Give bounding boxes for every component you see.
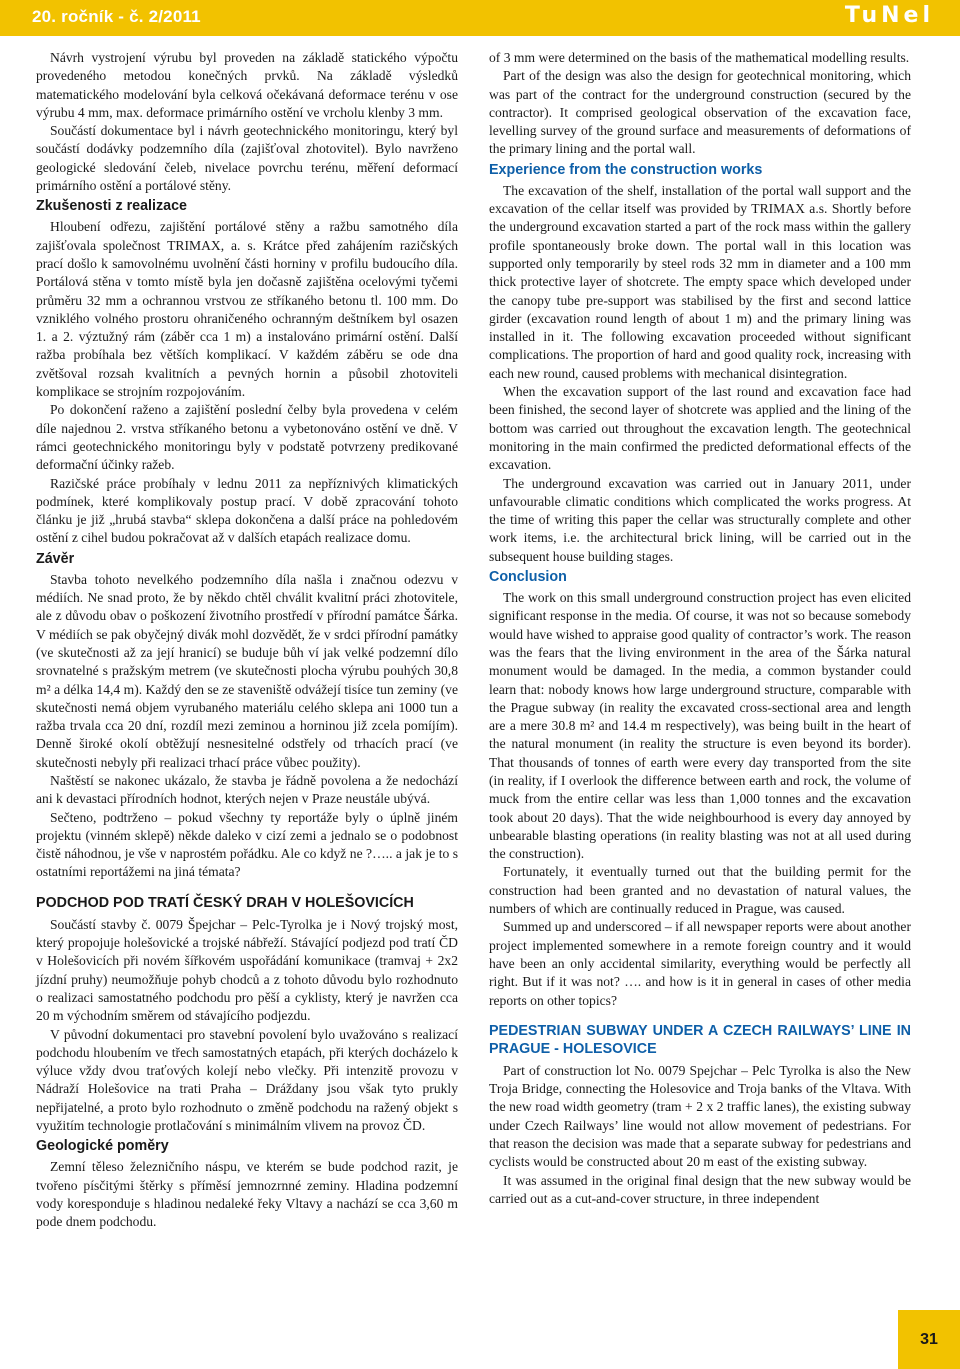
paragraph: When the excavation support of the last round and excavation face had been finished, the second layer of shotcrete was applied and the lining of the bottom was carried out throughout the excavation length. The geotechnical monitoring in the main confirmed the predicted deformational effects of the excavation. bbox=[489, 384, 911, 473]
paragraph: of 3 mm were determined on the basis of the mathematical modelling results. bbox=[489, 50, 910, 65]
paragraph: Po dokončení raženo a zajištění poslední čelby byla provedena v celém díle najednou 2. vrstva stříkaného betonu a vybetonováno ostění ve dně. V rámci geotechnického monitoringu byly v podstatě potvrzeny predikované deformační účinky ražeb. bbox=[36, 402, 458, 473]
paragraph: Naštěstí se nakonec ukázalo, že stavba je řádně povolena a že nedochází ani k devastaci přírodních hodnot, kterých nejen v Praze neustále ubývá. bbox=[36, 772, 458, 807]
section-heading: Zkušenosti z realizace bbox=[36, 198, 187, 215]
section-heading: Závěr bbox=[36, 550, 75, 567]
paragraph: Summed up and underscored – if all newspaper reports were about another project implemented somewhere in a remote foreign country and it would have been an only accidental similarity, everything would be perfectly all right. But if it was not? …. and how is it in general in cases of other media reports on other topics? bbox=[489, 919, 911, 1008]
page-number: 31 bbox=[898, 1310, 960, 1369]
article-heading: PEDESTRIAN SUBWAY UNDER A CZECH RAILWAYS’ LINE IN PRAGUE - HOLESOVICE bbox=[489, 1022, 911, 1057]
paragraph: Stavba tohoto nevelkého podzemního díla našla i značnou odezvu v médiích. Ne snad proto, že by někdo chtěl chválit kvalitní práci zhotovitele, ale z důvodu obav o poškození životního prostředí v přírodní památce Šárka. V médiích se pak obyčejný divák mohl dozvědět, že v srdci přírodní památky (ve skutečnosti až za její hranicí) se buduje bůh ví jak velké podzemní dílo srovnatelné s pražským metrem (ve skutečnosti plocha výrubu pouhých 30,8 m² a délka 14,4 m). Každý den se ze staveniště odvážejí tisíce tun zeminy (ve skutečnosti nemá objem vyrubaného materiálu celého sklepa ani 1000 tun a ražba trvala cca 20 dní, rozdíl mezi zeminou a horninou již zcela pomíjím). Denně široké okolí obtěžují nesnesitelné odstřely od trhacích prací (ve skutečnosti nebyly při realizaci trhací práce vůbec použity). bbox=[36, 571, 458, 770]
paragraph: Fortunately, it eventually turned out that the building permit for the construction had been granted and no devastation of natural values, the numbers of which are continually reduced in Prague, was caused. bbox=[489, 864, 911, 917]
paragraph: Sečteno, podtrženo – pokud všechny ty reportáže byly o úplně jiném projektu (vinném sklepě) někde daleko v cizí zemi a jednalo se o podobnost čistě náhodnou, je vše v naprostém pořádku. Ale co když ne ?….. a jak je to s ostatními reportážemi na jiná témata? bbox=[36, 809, 458, 880]
paragraph: The work on this small underground construction project has even elicited significant response in the media. Of course, it was not so because somebody would have wished to appraise good quality of contractor’s work. The reason was the fears that the living environment in the area of the Šárka natural monument would be damaged. In the media, a common bystander could learn that: nobody knows how large underground structure, comparable with the Prague subway (in reality the excavated cross-sectional area and length are a mere 30.8 m² and 14.4 m respectively), was being built in the heart of the natural monument (in reality the structure is even beyond its border). That thousands of tonnes of earth were every day transported from the site (in reality, if I overlook the difference between earth and rock, the volume of muck from the entire cellar was less than 1,000 tonnes and the excavation took about 20 days). That the wide neighbourhood is every day annoyed by unbearable blasting operations (in reality blasting was not at all used during the construction). bbox=[489, 590, 911, 862]
section-heading: Experience from the construction works bbox=[489, 161, 763, 178]
journal-logo: TuNel bbox=[844, 3, 934, 28]
paragraph: The underground excavation was carried out in January 2011, under unfavourable climatic conditions which complicated the works progress. At the time of writing this paper the cellar was structurally complete and other work items, i.e. the architectural brick lining, will be carried out in the subsequent house building stages. bbox=[489, 475, 911, 564]
paragraph: Zemní těleso železničního náspu, ve kterém se bude podchod razit, je tvořeno písčitými štěrky s příměsí jemnozrnné zeminy. Hladina podzemní vody koresponduje s hladinou nedaleké řeky Vltavy a nachází se cca 3,60 m pode dnem podchodu. bbox=[36, 1159, 458, 1230]
paragraph: Part of the design was also the design for geotechnical monitoring, which was part of the contract for the underground construction (secured by the contractor). It comprised geological observation of the excavation face, levelling survey of the ground surface and measurements of deformations of the primary lining and the portal wall. bbox=[489, 68, 911, 157]
paragraph: Razičské práce probíhaly v lednu 2011 za nepříznivých klimatických podmínek, které komplikovaly postup prací. V době zpracování tohoto článku je již „hrubá stavba“ sklepa dokončena a další práce na pohledovém ostění z cihel budou pokračovat až v dalších etapách realizace domu. bbox=[36, 475, 458, 546]
paragraph: The excavation of the shelf, installation of the portal wall support and the excavation of the cellar itself was provided by TRIMAX a.s. Shortly before the underground excavation started a part of the rock mass within the gallery profile spontaneously broke down. The portal wall in this location was supported only temporarily by steel rods 32 mm in diameter and a 100 mm thick protective layer of shotcrete. The empty space which developed under the canopy tube pre-support was stabilised by the first and second lattice girder (excavation round length of about 1 m) and the primary lining was installed in it. The following excavation proceeded without significant complications. The proportion of hard and good quality rock, increasing with each new round, caused problems with mechanical disintegration. bbox=[489, 182, 911, 381]
paragraph: Součástí stavby č. 0079 Špejchar – Pelc-Tyrolka je i Nový trojský most, který propojuje holešovické a trojské nábřeží. Stávající podjezd pod tratí ČD v Holešovicích při novém šířkovém uspořádání komunikace (tramvaj + 2x2 jízdní pruhy) neumožňuje pohyb chodců a z tohoto důvodu bylo rozhodnuto o realizaci samostatného podchodu pro pěší a cyklisty, který je navržen cca 20 m východním směrem od stávajícího podjezdu. bbox=[36, 916, 458, 1024]
paragraph: Hloubení odřezu, zajištění portálové stěny a ražbu samotného díla zajišťovala společnost TRIMAX, a. s. Krátce před zahájením razičských prací došlo k samovolnému uvolnění části horniny v profilu budoucího díla. Portálová stěna v tomto místě byla jen dočasně zajištěna ocelovými tyčemi průměru 32 mm a ochrannou vrstvou ze stříkaného betonu tl. 100 mm. Do vzniklého volného prostoru ohraničeného ochranným deštníkem byl osazen 1. a 2. výztužný rám (záběr cca 1 m) a instalováno primární ostění. Další ražba probíhala bez větších komplikací. V každém záběru se ode dna zvětšoval rozsah kvalitních a pevných hornin a působil zhotoviteli komplikace se strojním rozpojováním. bbox=[36, 219, 458, 400]
paragraph: It was assumed in the original final design that the new subway would be carried out as a cut-and-cover structure, in three independent bbox=[489, 1172, 911, 1206]
english-column bbox=[489, 49, 911, 1208]
paragraph: V původní dokumentaci pro stavební povolení bylo uvažováno s realizací podchodu hloubením ve třech samostatných etapách, při kterých docházelo k výluce vždy dvou traťových kolejí nebo vlečky. Při intenzitě provozu v Nádraží Holešovice na trati Praha – Dráždany jsou však tyto prukly nepřijatelné, a proto bylo rozhodnuto o změně podchodu na ražený objekt s využitím technologie protlačování s minimálním vlivem na provoz ČD. bbox=[36, 1026, 458, 1134]
section-heading: Geologické poměry bbox=[36, 1138, 169, 1155]
czech-column bbox=[36, 49, 458, 1232]
paragraph: Part of construction lot No. 0079 Spejchar – Pelc Tyrolka is also the New Troja Bridge, connecting the Holesovice and Troja banks of the Vltava. With the new road width geometry (tram + 2 x 2 traffic lanes), the existing subway under Czech Railways’ line would not allow movement of pedestrians. For that reason the decision was made that a separate subway for pedestrians and cyclists would be constructed about 20 m east of the existing subway. bbox=[489, 1062, 911, 1170]
section-heading: Conclusion bbox=[489, 569, 567, 586]
page-header bbox=[0, 0, 960, 36]
paragraph: Návrh vystrojení výrubu byl proveden na základě statického výpočtu provedeného metodou konečných prvků. Na základě výsledků matematického modelování byla celková očekávaná deformace terénu v ose výrubu 4 mm, max. deformace primárního ostění ve vrcholu klenby 3 mm. bbox=[36, 50, 458, 120]
article-heading: PODCHOD POD TRATÍ ČESKÝ DRAH V HOLEŠOVICÍCH bbox=[36, 894, 414, 911]
issue-label: 20. ročník - č. 2/2011 bbox=[32, 7, 201, 26]
paragraph: Součástí dokumentace byl i návrh geotechnického monitoringu, který byl součástí dodávky podzemního díla (zajišťoval zhotovitel). Bylo navrženo geologické sledování čeleb, nivelace povrchu terénu, měření deformací primárního ostění a portálové stěny. bbox=[36, 123, 458, 194]
